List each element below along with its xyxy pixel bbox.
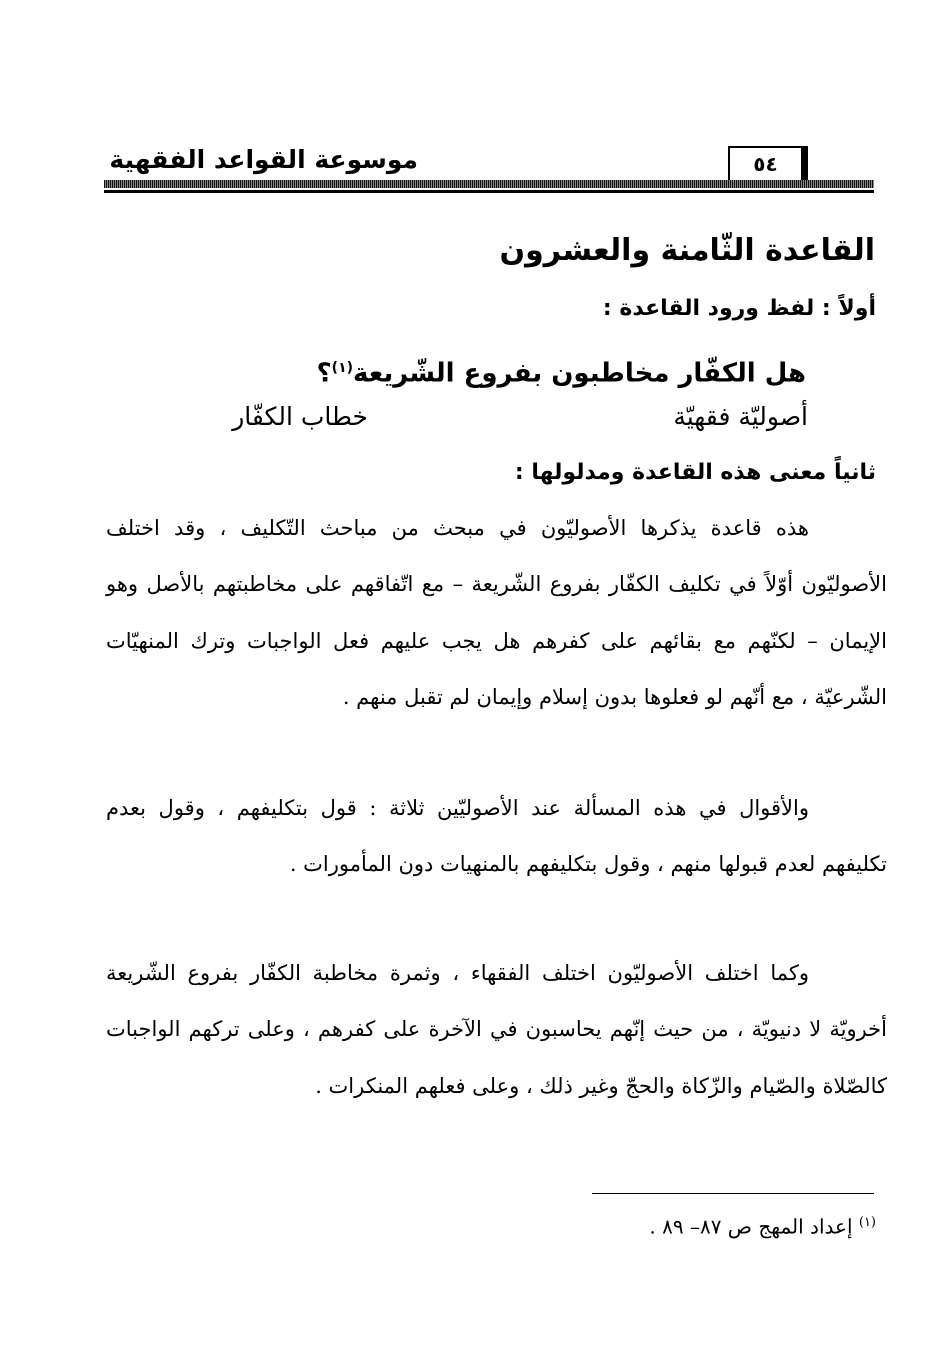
- question-mark: ؟: [316, 358, 332, 389]
- question-text: هل الكفّار مخاطبون بفروع الشّريعة: [353, 358, 806, 389]
- footnote-text: إعداد المهج ص ٨٧– ٨٩ .: [649, 1214, 853, 1239]
- page-number: ٥٤: [753, 152, 778, 176]
- question-footnote-ref: (١): [331, 360, 354, 376]
- first-heading: أولاً : لفظ ورود القاعدة :: [602, 296, 876, 321]
- paragraph-3: وكما اختلف الأصوليّون اختلف الفقهاء ، وثمرة مخاطبة الكفّار بفروع الشّريعة أخرويّة لا دنيويّة ، من حيث إنّهم يحاسبون في الآخرة على كفرهم ، وعلى تركهم الواجبات كالصّلاة والصّيام والزّكاة والحجّ وغير ذلك ، وعلى فعلهم المنكرات .: [106, 961, 887, 1098]
- section-title: القاعدة الثّامنة والعشرون: [499, 233, 875, 268]
- running-book-title: موسوعة القواعد الفقهية: [109, 145, 418, 174]
- tag-khitab: خطاب الكفّار: [232, 402, 368, 431]
- header-rule-band: [104, 180, 874, 188]
- header-rule-line: [104, 190, 874, 193]
- second-heading: ثانياً معنى هذه القاعدة ومدلولها :: [514, 460, 876, 485]
- tag-usuliyya: أصوليّة فقهيّة: [673, 402, 808, 431]
- footnote: [649, 1206, 876, 1244]
- footnote-marker: (١): [858, 1215, 876, 1230]
- paragraph-1: هذه قاعدة يذكرها الأصوليّون في مبحث من مباحث التّكليف ، وقد اختلف الأصوليّون أوّلاً في تكليف الكفّار بفروع الشّريعة – مع اتّفاقهم على مخاطبتهم بالأصل وهو الإيمان – لكنّهم مع بقائهم على كفرهم هل يجب عليهم فعل الواجبات وترك المنهيّات الشّرعيّة ، مع أنّهم لو فعلوها بدون إسلام وإيمان لم تقبل منهم .: [106, 516, 887, 709]
- footnote-separator: [592, 1193, 874, 1194]
- paragraph-2: والأقوال في هذه المسألة عند الأصوليّين ثلاثة : قول بتكليفهم ، وقول بعدم تكليفهم لعدم قبولها منهم ، وقول بتكليفهم بالمنهيات دون المأمورات .: [106, 796, 887, 877]
- page-number-box: [728, 146, 808, 182]
- rule-question: [240, 344, 806, 398]
